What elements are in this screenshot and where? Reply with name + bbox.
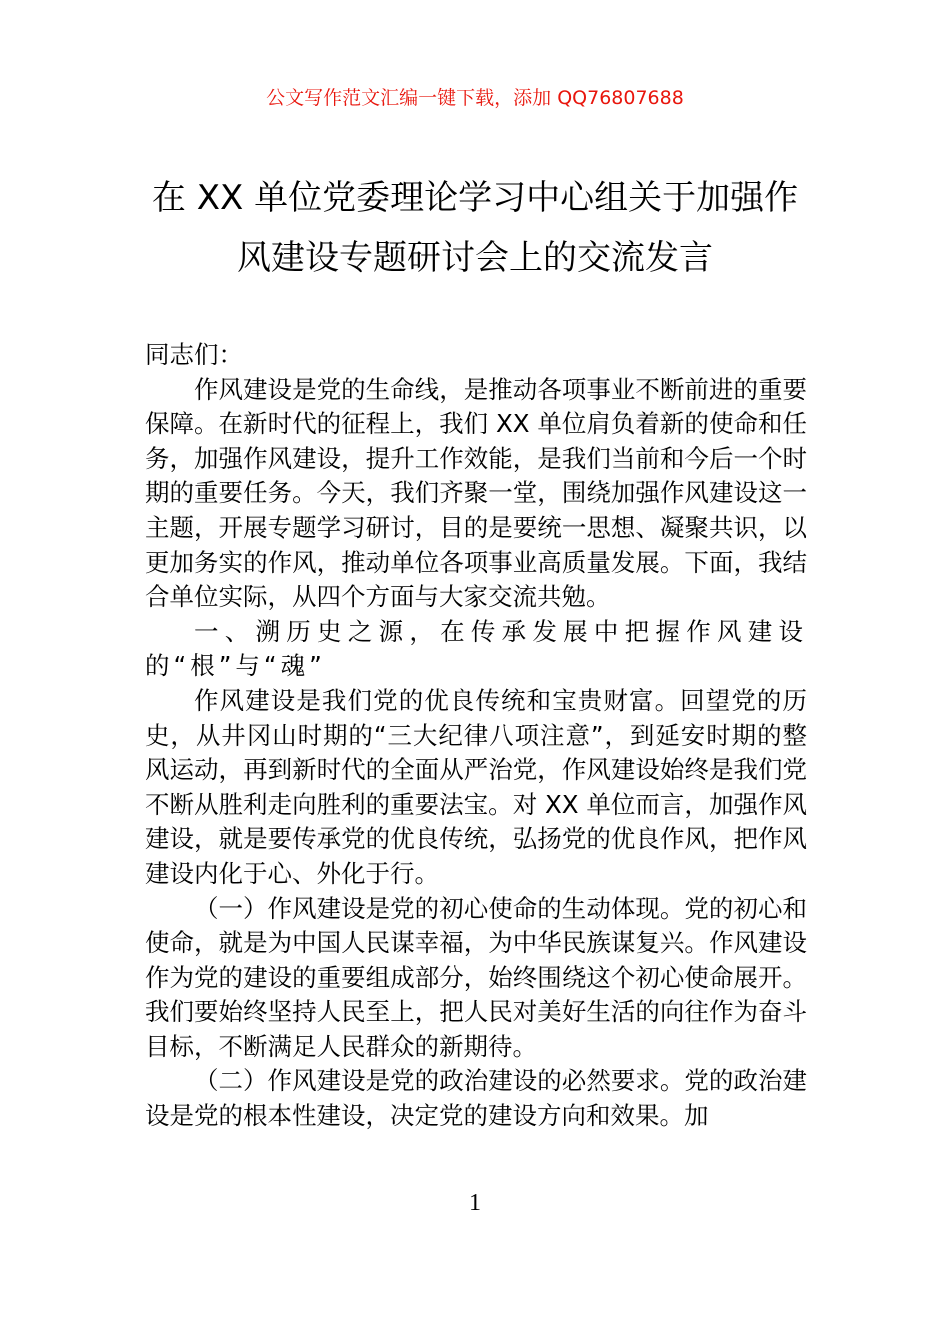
point-1-paragraph: （一）作风建设是党的初心使命的生动体现。党的初心和使命，就是为中国人民谋幸福，为中华民族谋复兴。作风建设作为党的建设的重要组成部分，始终围绕这个初心使命展开。我们要始终坚持人民至上，把人民对美好生活的向往作为奋斗目标，不断满足人民群众的新期待。 [145, 893, 807, 1061]
title-line-1: 在 XX 单位党委理论学习中心组关于加强作 [151, 178, 799, 218]
section-1-paragraph: 作风建设是我们党的优良传统和宝贵财富。回望党的历史，从井冈山时期的“三大纪律八项注意”，到延安时期的整风运动，再到新时代的全面从严治党，作风建设始终是我们党不断从胜利走向胜利的重要法宝。对 XX 单位而言，加强作风建设，就是要传承党的优良传统，弘扬党的优良作风，把作风建设内化于心、外化于行。 [145, 685, 807, 888]
section-1-heading: 一、溯历史之源，在传承发展中把握作风建设的“根”与“魂” [145, 616, 807, 681]
page-number: 1 [469, 1190, 481, 1216]
title-line-2: 风建设专题研讨会上的交流发言 [237, 238, 713, 278]
intro-paragraph: 作风建设是党的生命线，是推动各项事业不断前进的重要保障。在新时代的征程上，我们 XX 单位肩负着新的使命和任务，加强作风建设，提升工作效能，是我们当前和今后一个时期的重要任务。今天，我们齐聚一堂，围绕加强作风建设这一主题，开展专题学习研讨，目的是要统一思想、凝聚共识，以更加务实的作风，推动单位各项事业高质量发展。下面，我结合单位实际，从四个方面与大家交流共勉。 [145, 374, 807, 612]
salutation: 同志们： [145, 340, 243, 369]
header-banner: 公文写作范文汇编一键下载，添加 QQ76807688 [266, 87, 684, 109]
document-body [145, 338, 807, 1134]
document-title [130, 168, 820, 288]
point-2-paragraph: （二）作风建设是党的政治建设的必然要求。党的政治建设是党的根本性建设，决定党的建设方向和效果。加 [145, 1066, 807, 1131]
